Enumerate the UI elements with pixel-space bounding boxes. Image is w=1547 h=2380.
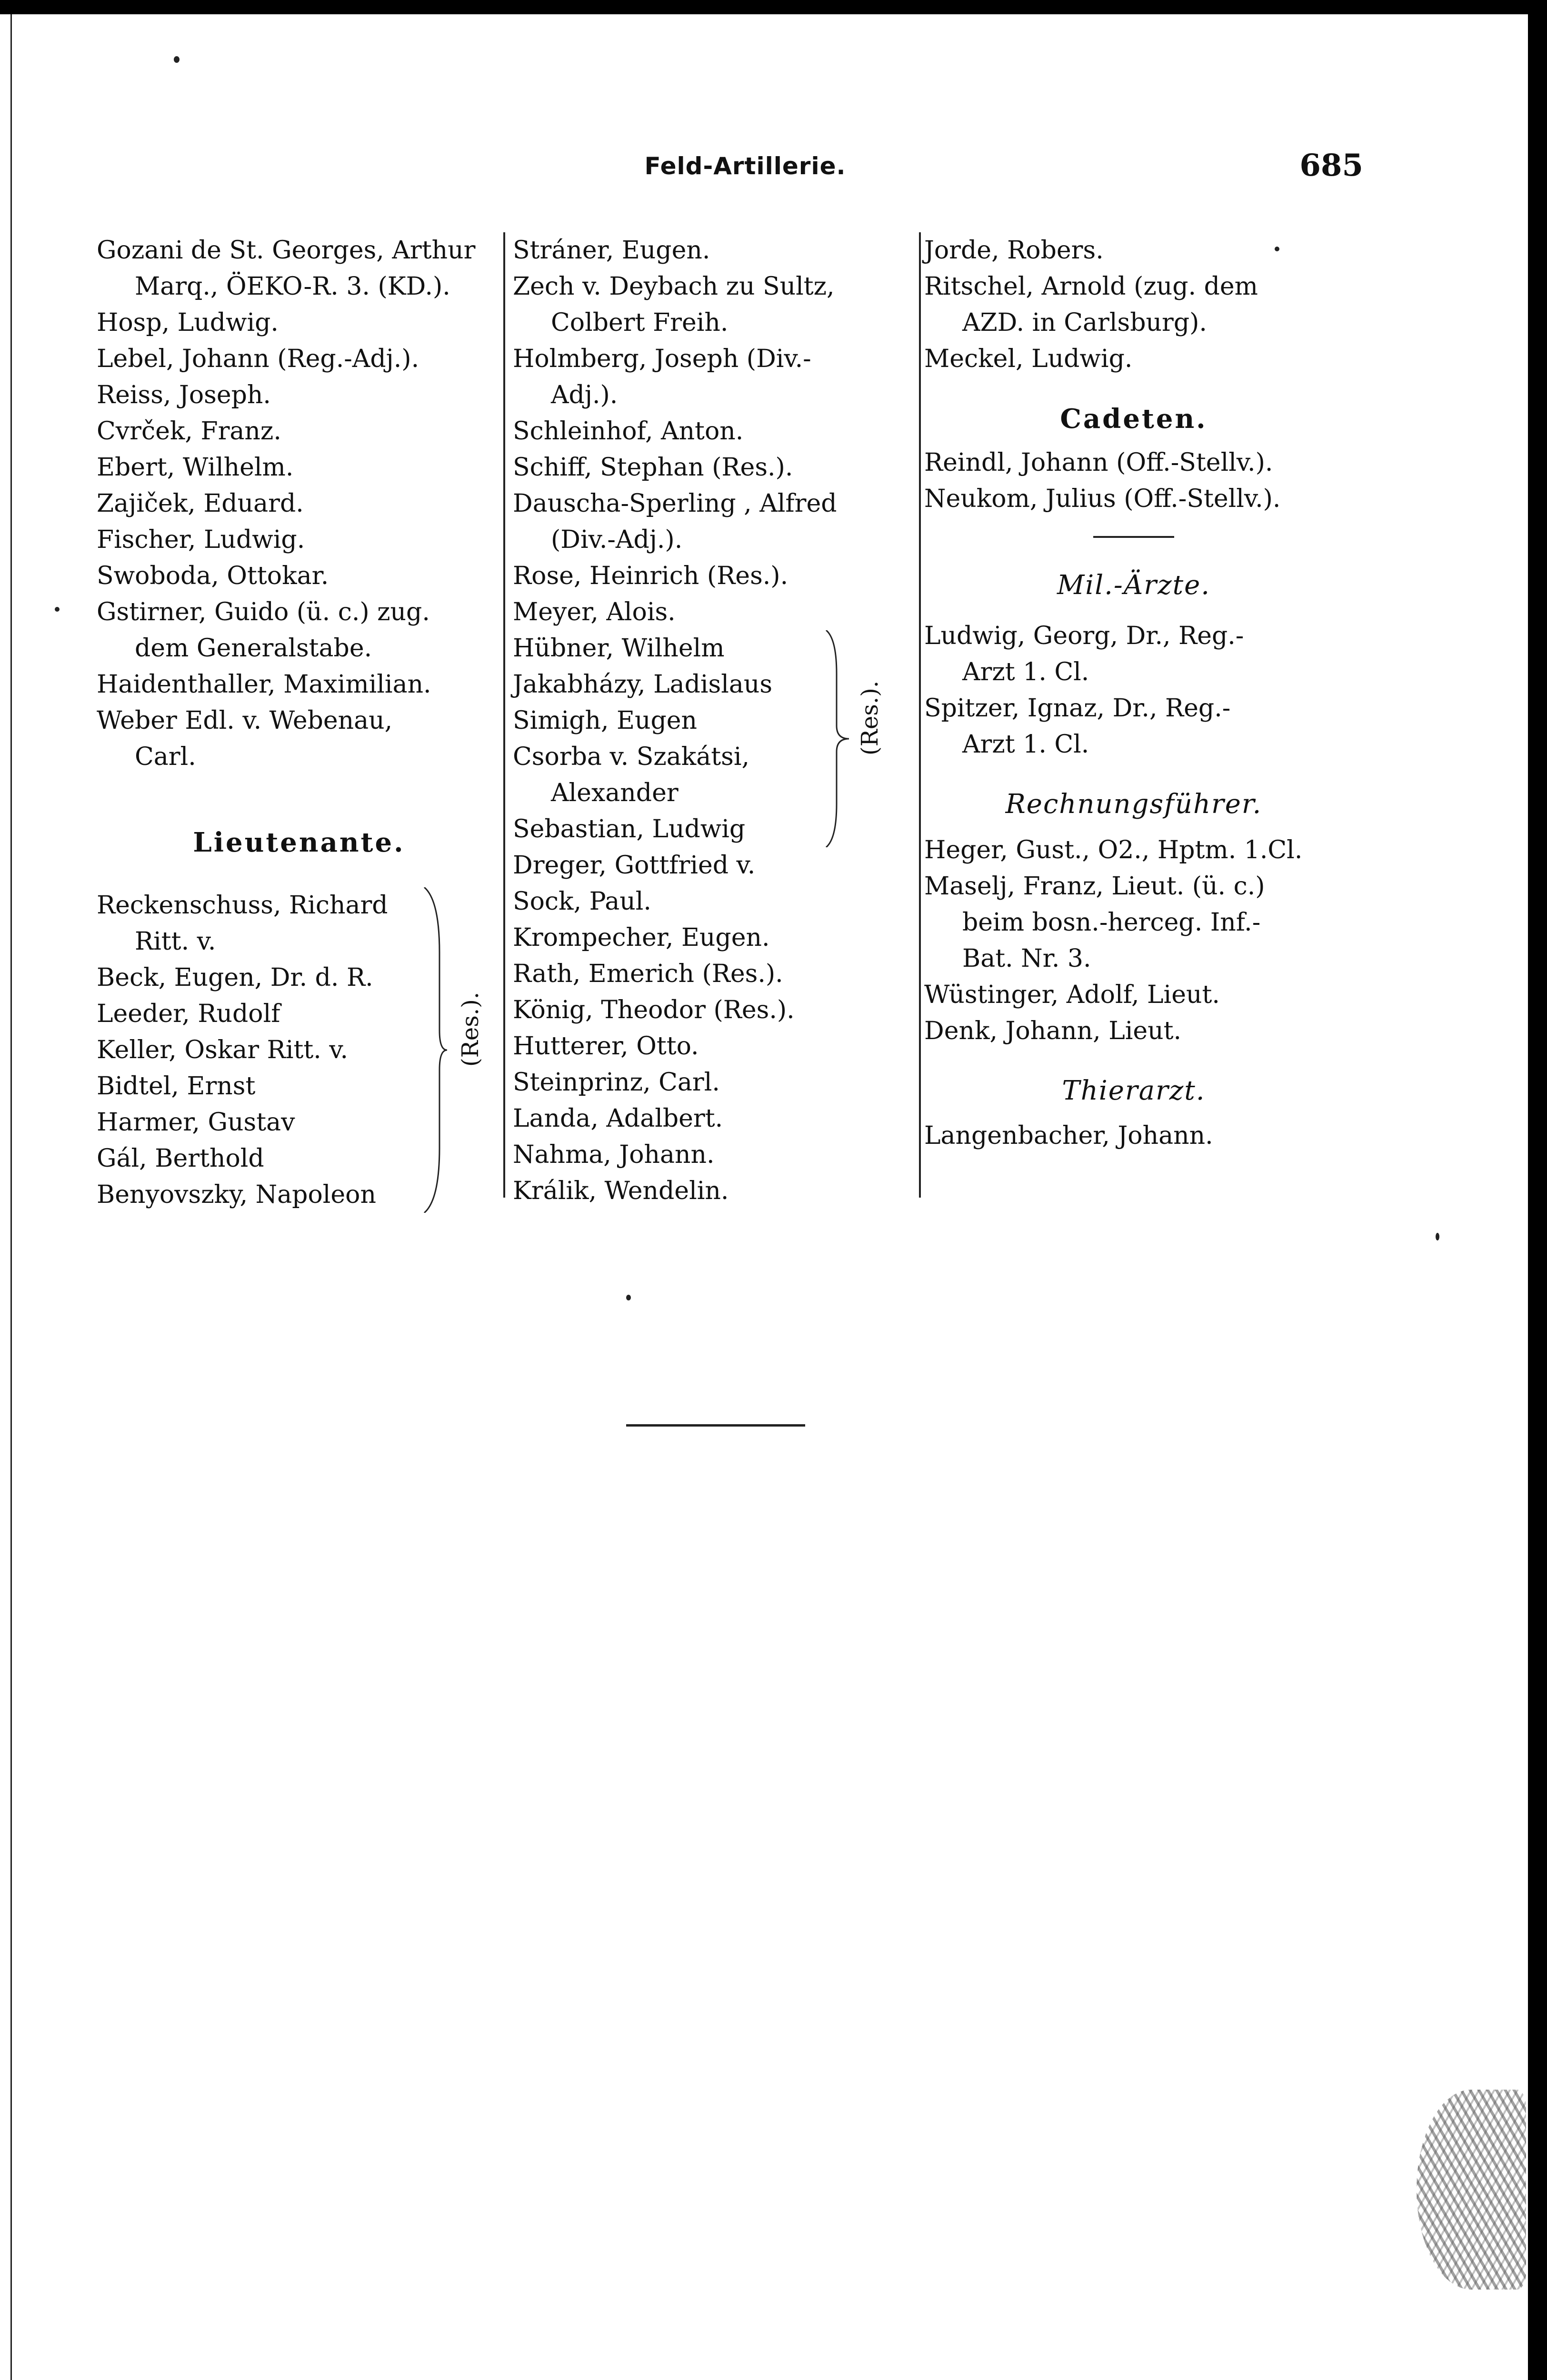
ink-speck bbox=[174, 56, 180, 63]
list-item bbox=[97, 1177, 425, 1213]
entry-continuation: Alexander bbox=[551, 779, 679, 807]
list-item bbox=[513, 594, 932, 630]
list-item bbox=[513, 920, 932, 956]
end-rule bbox=[626, 1424, 805, 1427]
list-item bbox=[513, 232, 932, 268]
entry-name: Ludwig, Georg, Dr., Reg.- bbox=[924, 622, 1244, 650]
entry-name: Meckel, Ludwig. bbox=[924, 345, 1133, 373]
list-item bbox=[924, 341, 1343, 377]
page-number: 685 bbox=[1299, 148, 1363, 183]
entry-name: Keller, Oskar Ritt. v. bbox=[97, 1036, 349, 1064]
entry-name: Steinprinz, Carl. bbox=[513, 1068, 720, 1097]
brace-icon bbox=[822, 630, 851, 847]
entry-name: Ebert, Wilhelm. bbox=[97, 453, 294, 482]
list-item bbox=[924, 232, 1343, 268]
list-item bbox=[97, 305, 501, 341]
entry-name: Neukom, Julius (Off.-Stellv.). bbox=[924, 485, 1281, 513]
cadet-list bbox=[924, 445, 1343, 517]
list-item bbox=[97, 1140, 425, 1177]
list-item bbox=[97, 1104, 425, 1140]
list-item bbox=[97, 996, 425, 1032]
entry-continuation: (Div.-Adj.). bbox=[551, 526, 683, 554]
list-item bbox=[513, 992, 932, 1028]
heading-accountants: Rechnungsführer. bbox=[1005, 789, 1262, 820]
divider bbox=[1093, 536, 1174, 538]
heading-veterinarian: Thierarzt. bbox=[1062, 1075, 1206, 1106]
list-item bbox=[97, 558, 501, 594]
column-3 bbox=[924, 232, 1343, 1154]
entry-name: Hosp, Ludwig. bbox=[97, 308, 279, 337]
ink-speck bbox=[1275, 247, 1279, 251]
entry-name: Hübner, Wilhelm bbox=[513, 634, 725, 663]
entry-continuation: beim bosn.-herceg. Inf.- bbox=[962, 908, 1261, 937]
entry-name: Harmer, Gustav bbox=[97, 1108, 295, 1137]
list-item bbox=[97, 341, 501, 377]
reserve-label: (Res.). bbox=[857, 680, 883, 755]
entry-continuation: dem Generalstabe. bbox=[135, 634, 372, 663]
page bbox=[10, 14, 1525, 2380]
list-item bbox=[97, 449, 501, 486]
entry-name: Lebel, Johann (Reg.-Adj.). bbox=[97, 345, 419, 373]
scan-stain bbox=[1417, 2090, 1526, 2290]
list-item bbox=[513, 341, 932, 413]
ink-speck bbox=[55, 607, 60, 612]
list-item bbox=[924, 1013, 1343, 1049]
list-item bbox=[513, 847, 932, 883]
list-item bbox=[513, 666, 798, 703]
entry-name: Wüstinger, Adolf, Lieut. bbox=[924, 981, 1220, 1009]
reserve-label: (Res.). bbox=[457, 992, 484, 1067]
list-item bbox=[513, 268, 932, 341]
ink-speck bbox=[1436, 1233, 1439, 1240]
list-item bbox=[513, 1137, 932, 1173]
list-item bbox=[513, 558, 932, 594]
list-item bbox=[513, 630, 798, 666]
veterinarian-list bbox=[924, 1118, 1343, 1154]
list-item bbox=[924, 868, 1343, 977]
entry-continuation: Arzt 1. Cl. bbox=[962, 730, 1089, 759]
list-item bbox=[513, 811, 798, 847]
list-item bbox=[97, 1068, 425, 1104]
heading-cadets: Cadeten. bbox=[1060, 403, 1208, 435]
entry-continuation: AZD. in Carlsburg). bbox=[962, 308, 1207, 337]
list-item bbox=[513, 413, 932, 449]
entry-name: Reiss, Joseph. bbox=[97, 381, 271, 409]
list-item bbox=[513, 883, 932, 920]
list-item bbox=[924, 690, 1343, 763]
entry-name: Landa, Adalbert. bbox=[513, 1104, 723, 1133]
entry-continuation: Bat. Nr. 3. bbox=[962, 944, 1091, 973]
list-item bbox=[513, 486, 932, 558]
entry-name: Haidenthaller, Maximilian. bbox=[97, 670, 431, 699]
heading-doctors: Mil.-Ärzte. bbox=[1057, 570, 1211, 601]
entry-name: Králik, Wendelin. bbox=[513, 1177, 729, 1205]
list-item bbox=[513, 1101, 932, 1137]
entry-name: Ritschel, Arnold (zug. dem bbox=[924, 272, 1258, 301]
list-item bbox=[924, 977, 1343, 1013]
list-item bbox=[97, 232, 501, 305]
entry-continuation: Adj.). bbox=[551, 381, 618, 409]
entry-name: Dreger, Gottfried v. bbox=[513, 851, 756, 880]
list-item bbox=[513, 1173, 932, 1209]
entry-name: Zech v. Deybach zu Sultz, bbox=[513, 272, 835, 301]
entry-name: Rath, Emerich (Res.). bbox=[513, 960, 783, 988]
entry-name: Nahma, Johann. bbox=[513, 1140, 715, 1169]
list-item bbox=[97, 703, 501, 775]
list-item bbox=[513, 449, 932, 486]
entry-name: Rose, Heinrich (Res.). bbox=[513, 562, 788, 590]
list-item bbox=[513, 739, 798, 811]
list-item bbox=[513, 1064, 932, 1101]
list-item bbox=[924, 832, 1343, 868]
entry-name: Meyer, Alois. bbox=[513, 598, 676, 626]
list-item bbox=[97, 377, 501, 413]
entry-name: Bidtel, Ernst bbox=[97, 1072, 256, 1101]
column-1 bbox=[97, 232, 501, 1213]
entry-name: Hutterer, Otto. bbox=[513, 1032, 699, 1061]
entry-name: Gstirner, Guido (ü. c.) zug. bbox=[97, 598, 430, 626]
list-item bbox=[97, 413, 501, 449]
entry-name: Sebastian, Ludwig bbox=[513, 815, 746, 843]
list-item bbox=[97, 960, 425, 996]
column-2 bbox=[513, 232, 932, 1209]
entry-list bbox=[513, 232, 932, 630]
entry-name: Dauscha-Sperling , Alfred bbox=[513, 489, 837, 518]
entry-name: Gál, Berthold bbox=[97, 1144, 264, 1173]
lieutenant-list bbox=[97, 887, 425, 1213]
entry-continuation: Carl. bbox=[135, 743, 196, 771]
brace-icon bbox=[420, 887, 449, 1213]
entry-name: König, Theodor (Res.). bbox=[513, 996, 795, 1024]
entry-name: Langenbacher, Johann. bbox=[924, 1121, 1213, 1150]
entry-name: Heger, Gust., O2., Hptm. 1.Cl. bbox=[924, 836, 1303, 864]
entry-name: Holmberg, Joseph (Div.- bbox=[513, 345, 811, 373]
entry-name: Leeder, Rudolf bbox=[97, 1000, 280, 1028]
entry-name: Stráner, Eugen. bbox=[513, 236, 710, 265]
list-item bbox=[97, 1032, 425, 1068]
entry-name: Krompecher, Eugen. bbox=[513, 923, 770, 952]
entry-list bbox=[97, 232, 501, 775]
column-rule-1 bbox=[503, 232, 505, 1198]
entry-name: Beck, Eugen, Dr. d. R. bbox=[97, 963, 373, 992]
list-item bbox=[924, 618, 1343, 690]
entry-name: Zajiček, Eduard. bbox=[97, 489, 304, 518]
entry-name: Gozani de St. Georges, Arthur bbox=[97, 236, 476, 265]
list-item bbox=[924, 268, 1343, 341]
list-item bbox=[924, 481, 1343, 517]
entry-name: Schleinhof, Anton. bbox=[513, 417, 744, 446]
reserve-group bbox=[513, 630, 932, 847]
entry-name: Cvrček, Franz. bbox=[97, 417, 281, 446]
entry-name: Sock, Paul. bbox=[513, 887, 651, 916]
list-item bbox=[513, 956, 932, 992]
ink-speck bbox=[626, 1295, 631, 1300]
list-item bbox=[97, 887, 425, 960]
entry-name: Simigh, Eugen bbox=[513, 706, 698, 735]
entry-name: Swoboda, Ottokar. bbox=[97, 562, 329, 590]
entry-name: Spitzer, Ignaz, Dr., Reg.- bbox=[924, 694, 1231, 723]
running-head: Feld-Artillerie. bbox=[644, 152, 846, 180]
entry-name: Benyovszky, Napoleon bbox=[97, 1180, 376, 1209]
list-item bbox=[513, 703, 798, 739]
entry-name: Csorba v. Szakátsi, bbox=[513, 743, 749, 771]
heading-lieutenants: Lieutenante. bbox=[193, 827, 405, 858]
reserve-list bbox=[513, 630, 798, 847]
entry-name: Reindl, Johann (Off.-Stellv.). bbox=[924, 448, 1273, 477]
list-item bbox=[97, 594, 501, 666]
list-item bbox=[924, 445, 1343, 481]
entry-name: Fischer, Ludwig. bbox=[97, 526, 305, 554]
entry-name: Jakabházy, Ladislaus bbox=[513, 670, 773, 699]
list-item bbox=[97, 522, 501, 558]
reserve-group bbox=[97, 887, 501, 1213]
entry-name: Weber Edl. v. Webenau, bbox=[97, 706, 393, 735]
entry-name: Jorde, Robers. bbox=[924, 236, 1104, 265]
accountant-list bbox=[924, 832, 1343, 1049]
list-item bbox=[97, 666, 501, 703]
list-item bbox=[924, 1118, 1343, 1154]
list-item bbox=[97, 486, 501, 522]
entry-name: Reckenschuss, Richard bbox=[97, 891, 388, 920]
entry-continuation: Colbert Freih. bbox=[551, 308, 729, 337]
entry-continuation: Arzt 1. Cl. bbox=[962, 658, 1089, 686]
entry-continuation: Ritt. v. bbox=[135, 927, 216, 956]
entry-list bbox=[924, 232, 1343, 377]
list-item bbox=[513, 1028, 932, 1064]
entry-list bbox=[513, 847, 932, 1209]
entry-name: Maselj, Franz, Lieut. (ü. c.) bbox=[924, 872, 1265, 901]
doctor-list bbox=[924, 618, 1343, 763]
entry-continuation: Marq., ÖEKO-R. 3. (KD.). bbox=[135, 272, 450, 301]
entry-name: Schiff, Stephan (Res.). bbox=[513, 453, 793, 482]
entry-name: Denk, Johann, Lieut. bbox=[924, 1017, 1182, 1045]
